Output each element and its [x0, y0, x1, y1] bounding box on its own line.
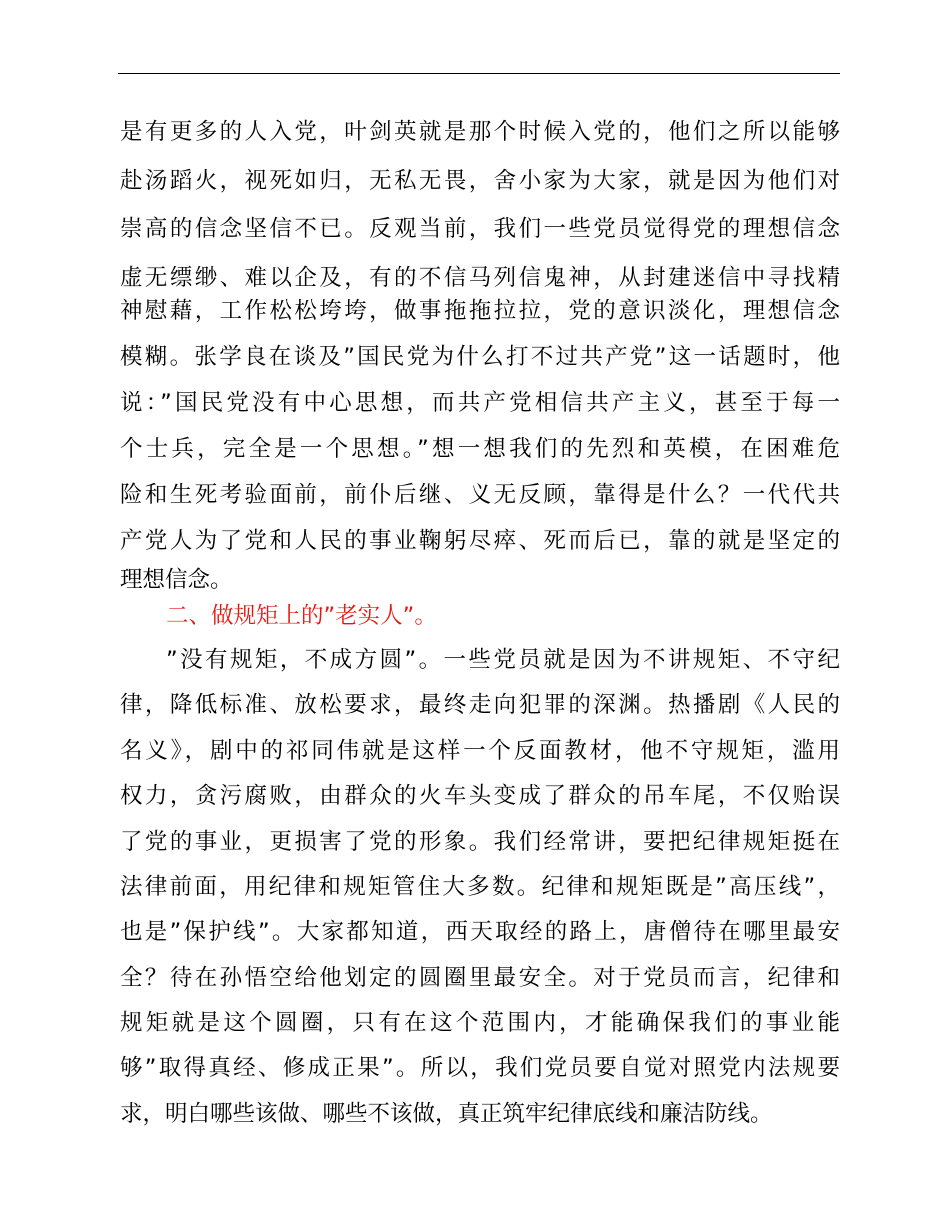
paragraph-line: 赴汤蹈火，视死如归，无私无畏，舍小家为大家，就是因为他们对	[120, 168, 840, 194]
paragraph-line: 名义》，剧中的祁同伟就是这样一个反面教材，他不守规矩，滥用	[120, 738, 840, 764]
paragraph-line: 理想信念。	[120, 567, 233, 593]
paragraph-line: 险和生死考验面前，前仆后继、义无反顾，靠得是什么？一代代共	[120, 482, 840, 508]
paragraph-line: 法律前面，用纪律和规矩管住大多数。纪律和规矩既是”高压线”，	[120, 874, 840, 900]
paragraph-line: 模糊。张学良在谈及”国民党为什么打不过共产党”这一话题时，他	[120, 344, 840, 370]
paragraph-line: 规矩就是这个圆圈，只有在这个范围内，才能确保我们的事业能	[120, 1010, 840, 1036]
paragraph-line: 个士兵，完全是一个思想。”想一想我们的先烈和英模，在困难危	[120, 436, 840, 462]
paragraph-line: 虚无缥缈、难以企及，有的不信马列信鬼神，从封建迷信中寻找精	[120, 265, 840, 291]
paragraph-line: 神慰藉，工作松松垮垮，做事拖拖拉拉，党的意识淡化，理想信念	[120, 298, 840, 324]
paragraph-line: 崇高的信念坚信不已。反观当前，我们一些党员觉得党的理想信念	[120, 216, 840, 242]
paragraph-line: ”没有规矩，不成方圆”。一些党员就是因为不讲规矩、不守纪	[166, 647, 840, 673]
paragraph-line: 求，明白哪些该做、哪些不该做，真正筑牢纪律底线和廉洁防线。	[120, 1101, 773, 1127]
paragraph-line: 是有更多的人入党，叶剑英就是那个时候入党的，他们之所以能够	[120, 119, 840, 145]
paragraph-line: 全？待在孙悟空给他划定的圆圈里最安全。对于党员而言，纪律和	[120, 965, 840, 991]
paragraph-line: 也是”保护线”。大家都知道，西天取经的路上，唐僧待在哪里最安	[120, 919, 840, 945]
paragraph-line: 产党人为了党和人民的事业鞠躬尽瘁、死而后已，靠的就是坚定的	[120, 528, 840, 554]
paragraph-line: 了党的事业，更损害了党的形象。我们经常讲，要把纪律规矩挺在	[120, 829, 840, 855]
section-heading: 二、做规矩上的”老实人”。	[166, 603, 437, 629]
paragraph-line: 说：”国民党没有中心思想，而共产党相信共产主义，甚至于每一	[120, 390, 840, 416]
paragraph-line: 够”取得真经、修成正果”。所以，我们党员要自觉对照党内法规要	[120, 1055, 840, 1081]
paragraph-line: 权力，贪污腐败，由群众的火车头变成了群众的吊车尾，不仅贻误	[120, 783, 840, 809]
header-rule	[118, 73, 840, 74]
paragraph-line: 律，降低标准、放松要求，最终走向犯罪的深渊。热播剧《人民的	[120, 692, 840, 718]
